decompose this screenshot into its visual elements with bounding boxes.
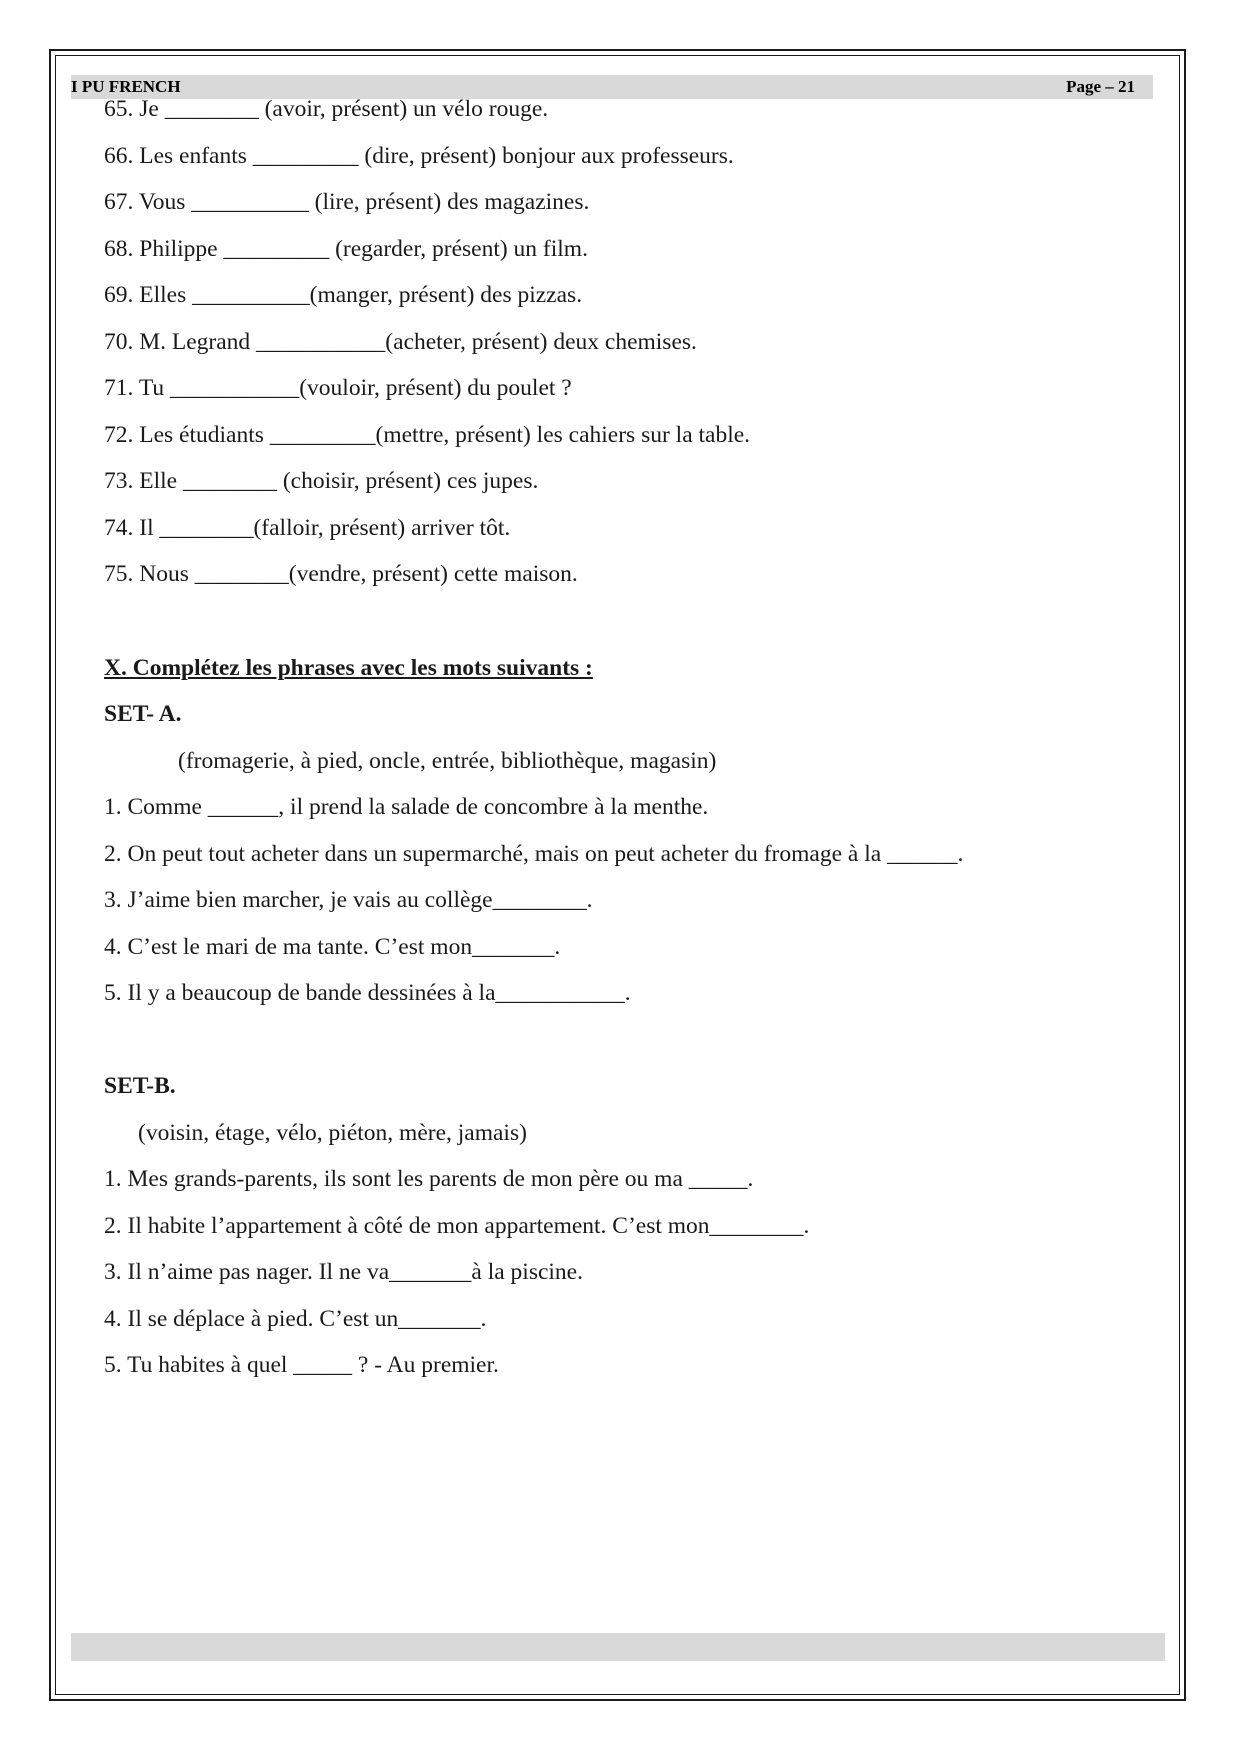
- exercise-item: 73. Elle ________ (choisir, présent) ces jupes.: [104, 468, 539, 494]
- course-title: I PU FRENCH: [71, 77, 181, 96]
- exercise-item: 70. M. Legrand ___________(acheter, présent) deux chemises.: [104, 329, 697, 355]
- exercise-item: 69. Elles __________(manger, présent) des pizzas.: [104, 282, 583, 308]
- set-a-item: 4. C’est le mari de ma tante. C’est mon_______.: [104, 934, 561, 960]
- set-b-item: 4. Il se déplace à pied. C’est un_______.: [104, 1306, 487, 1332]
- set-b-item: 1. Mes grands-parents, ils sont les parents de mon père ou ma _____.: [104, 1166, 754, 1192]
- exercise-item: 72. Les étudiants _________(mettre, présent) les cahiers sur la table.: [104, 422, 751, 448]
- set-b-item: 2. Il habite l’appartement à côté de mon appartement. C’est mon________.: [104, 1213, 810, 1239]
- section-title: X. Complétez les phrases avec les mots suivants :: [104, 655, 593, 681]
- exercise-item: 75. Nous ________(vendre, présent) cette maison.: [104, 561, 578, 587]
- exercise-item: 71. Tu ___________(vouloir, présent) du poulet ?: [104, 375, 572, 401]
- set-b-word-bank: (voisin, étage, vélo, piéton, mère, jamais): [138, 1120, 527, 1146]
- page-number: Page – 21: [1066, 77, 1135, 96]
- set-b-item: 5. Tu habites à quel _____ ? - Au premier.: [104, 1352, 499, 1378]
- set-a-item: 3. J’aime bien marcher, je vais au collège________.: [104, 887, 593, 913]
- set-a-item: 2. On peut tout acheter dans un supermarché, mais on peut acheter du fromage à la ______.: [104, 841, 964, 867]
- exercise-item: 67. Vous __________ (lire, présent) des magazines.: [104, 189, 590, 215]
- exercise-item: 65. Je ________ (avoir, présent) un vélo rouge.: [104, 96, 549, 122]
- page-footer: [71, 1633, 1165, 1661]
- set-a-item: 1. Comme ______, il prend la salade de concombre à la menthe.: [104, 794, 709, 820]
- set-b-item: 3. Il n’aime pas nager. Il ne va_______à la piscine.: [104, 1259, 583, 1285]
- exercise-item: 66. Les enfants _________ (dire, présent) bonjour aux professeurs.: [104, 143, 734, 169]
- set-a-label: SET- A.: [104, 701, 182, 727]
- exercise-item: 68. Philippe _________ (regarder, présent) un film.: [104, 236, 588, 262]
- set-a-word-bank: (fromagerie, à pied, oncle, entrée, bibliothèque, magasin): [178, 748, 717, 774]
- set-a-item: 5. Il y a beaucoup de bande dessinées à la___________.: [104, 980, 631, 1006]
- set-b-label: SET-B.: [104, 1073, 176, 1099]
- exercise-item: 74. Il ________(falloir, présent) arriver tôt.: [104, 515, 511, 541]
